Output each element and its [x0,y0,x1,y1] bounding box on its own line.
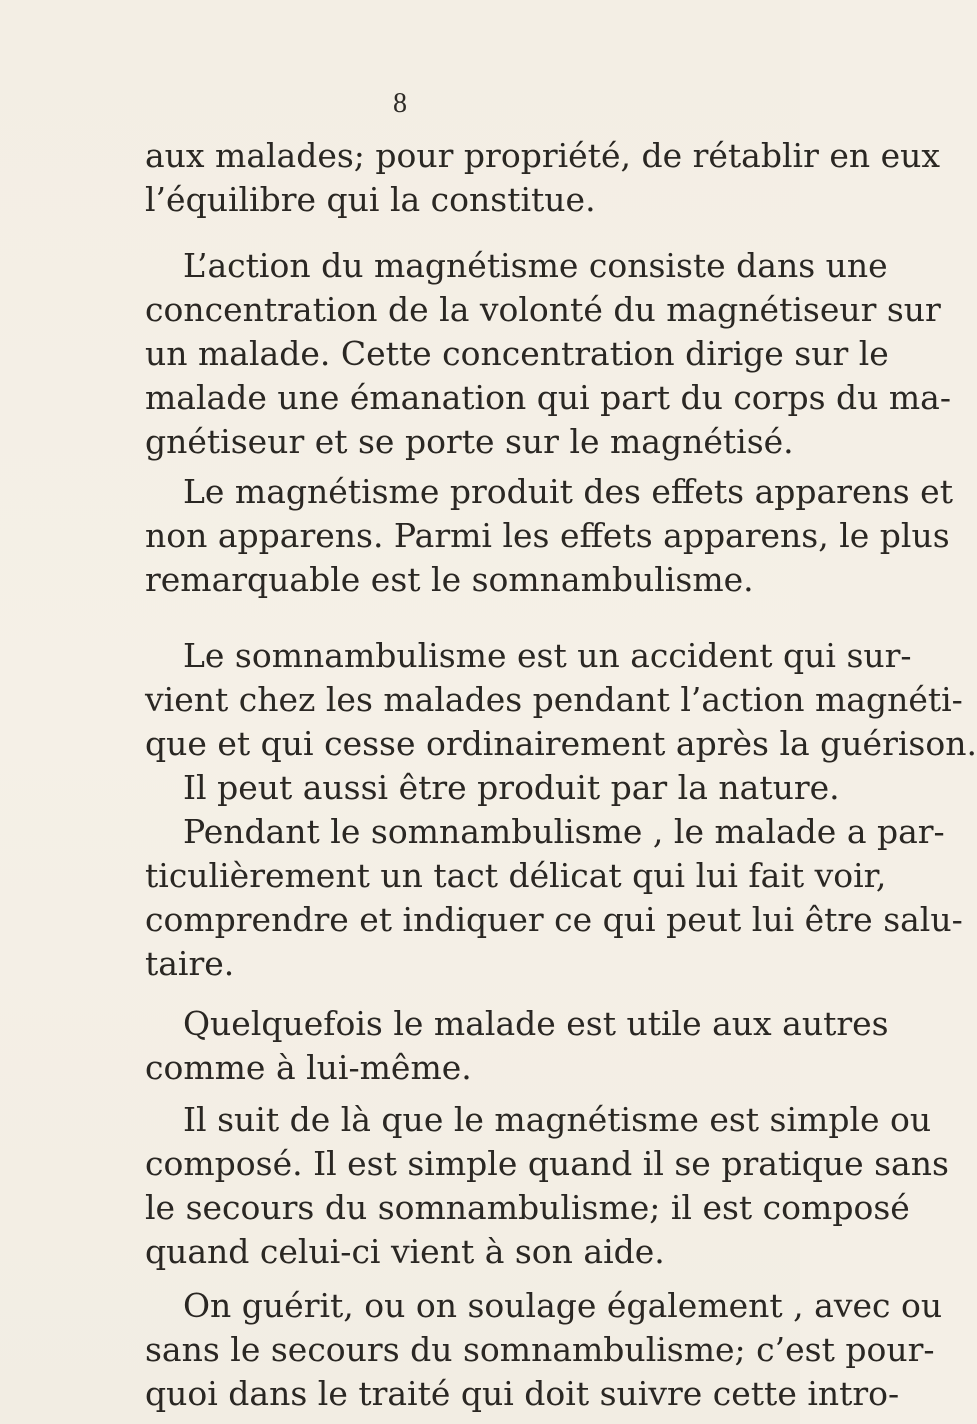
text-line: Pendant le somnambulisme , le malade a par- [183,812,945,851]
text-line: malade une émanation qui part du corps du ma- [145,378,951,417]
text-line: L’action du magnétisme consiste dans une [183,246,888,285]
text-line: que et qui cesse ordinairement après la guérison. [145,724,977,763]
text-line: quoi dans le traité qui doit suivre cette intro- [145,1374,900,1413]
text-line: gnétiseur et se porte sur le magnétisé. [145,422,794,461]
text-line: taire. [145,944,235,983]
text-line: quand celui-ci vient à son aide. [145,1232,665,1271]
text-line: remarquable est le somnambulisme. [145,560,754,599]
text-line: le secours du somnambulisme; il est composé [145,1188,910,1227]
page-number: 8 [393,88,407,119]
text-line: On guérit, ou on soulage également , avec ou [183,1286,943,1325]
text-line: aux malades; pour propriété, de rétablir en eux [145,136,940,175]
text-line: Il peut aussi être produit par la nature. [183,768,840,807]
text-line: Le magnétisme produit des effets apparens et [183,472,953,511]
text-line: Quelquefois le malade est utile aux autres [183,1004,889,1043]
text-line: vient chez les malades pendant l’action magnéti- [145,680,963,719]
text-line: sans le secours du somnambulisme; c’est pour- [145,1330,935,1369]
text-line: composé. Il est simple quand il se pratique sans [145,1144,949,1183]
text-line: non apparens. Parmi les effets apparens, le plus [145,516,950,555]
text-line: Il suit de là que le magnétisme est simple ou [183,1100,932,1139]
text-line: ticulièrement un tact délicat qui lui fait voir, [145,856,887,895]
text-line: comme à lui-même. [145,1048,472,1087]
text-line: un malade. Cette concentration dirige sur le [145,334,889,373]
text-line: l’équilibre qui la constitue. [145,180,596,219]
text-line: Le somnambulisme est un accident qui sur- [183,636,912,675]
text-line: comprendre et indiquer ce qui peut lui être salu- [145,900,963,939]
text-line: concentration de la volonté du magnétiseur sur [145,290,941,329]
